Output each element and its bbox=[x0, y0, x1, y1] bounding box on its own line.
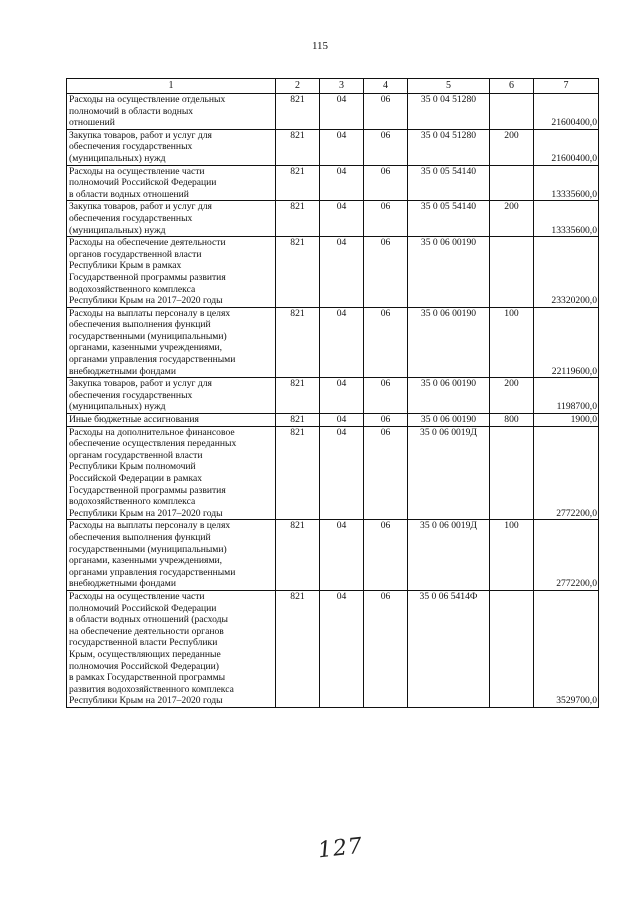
expense-name-line: органами управления государственными bbox=[69, 566, 236, 578]
expense-name-line: полномочий Российской Федерации bbox=[69, 177, 217, 189]
section-code: 04 bbox=[320, 94, 364, 130]
expense-name-line: внебюджетными фондами bbox=[69, 578, 176, 590]
column-header-5: 5 bbox=[408, 79, 490, 94]
table-row bbox=[67, 307, 599, 378]
expense-name-line: обеспечение осуществления переданных bbox=[69, 438, 237, 450]
section-code: 04 bbox=[320, 520, 364, 591]
column-header-3: 3 bbox=[320, 79, 364, 94]
expense-name-line: полномочия Российской Федерации) bbox=[69, 660, 219, 672]
expense-name-line: Государственной программы развития bbox=[69, 484, 226, 496]
expense-name-line: государственными (муниципальными) bbox=[69, 543, 227, 555]
table-row bbox=[67, 590, 599, 707]
amount: 1198700,0 bbox=[534, 378, 599, 414]
expense-name-line: внебюджетными фондами bbox=[69, 365, 176, 377]
expense-type-code bbox=[490, 426, 534, 520]
expense-name-line: обеспечения государственных bbox=[69, 389, 193, 401]
table-row bbox=[67, 426, 599, 520]
expense-name-line: Иные бюджетные ассигнования bbox=[69, 414, 199, 426]
expense-name bbox=[67, 378, 276, 414]
subsection-code: 06 bbox=[364, 237, 408, 308]
expense-name-line: отношений bbox=[69, 117, 115, 129]
expense-type-code bbox=[490, 165, 534, 201]
expense-type-code: 200 bbox=[490, 129, 534, 165]
target-article-code: 35 0 06 00190 bbox=[408, 378, 490, 414]
table-row bbox=[67, 237, 599, 308]
amount: 23320200,0 bbox=[534, 237, 599, 308]
section-code: 04 bbox=[320, 129, 364, 165]
target-article-code: 35 0 06 0019Д bbox=[408, 426, 490, 520]
section-code: 04 bbox=[320, 201, 364, 237]
subsection-code: 06 bbox=[364, 307, 408, 378]
table-row bbox=[67, 201, 599, 237]
expense-name-line: Расходы на обеспечение деятельности bbox=[69, 237, 226, 249]
ministry-code: 821 bbox=[276, 590, 320, 707]
target-article-code: 35 0 06 5414Ф bbox=[408, 590, 490, 707]
expense-name-line: органами, казенными учреждениями, bbox=[69, 342, 223, 354]
ministry-code: 821 bbox=[276, 426, 320, 520]
expense-name-line: Крым, осуществляющих переданные bbox=[69, 648, 221, 660]
expense-name bbox=[67, 129, 276, 165]
subsection-code: 06 bbox=[364, 94, 408, 130]
amount: 2772200,0 bbox=[534, 520, 599, 591]
ministry-code: 821 bbox=[276, 129, 320, 165]
subsection-code: 06 bbox=[364, 414, 408, 427]
ministry-code: 821 bbox=[276, 237, 320, 308]
ministry-code: 821 bbox=[276, 165, 320, 201]
section-code: 04 bbox=[320, 426, 364, 520]
expense-name bbox=[67, 426, 276, 520]
subsection-code: 06 bbox=[364, 520, 408, 591]
section-code: 04 bbox=[320, 378, 364, 414]
expense-name-line: на обеспечение деятельности органов bbox=[69, 625, 224, 637]
expense-name-line: органам государственной власти bbox=[69, 449, 203, 461]
subsection-code: 06 bbox=[364, 426, 408, 520]
amount: 1900,0 bbox=[534, 414, 599, 427]
expense-type-code bbox=[490, 237, 534, 308]
table-row bbox=[67, 129, 599, 165]
expense-name bbox=[67, 414, 276, 427]
expense-type-code: 800 bbox=[490, 414, 534, 427]
expense-name-line: в области водных отношений bbox=[69, 188, 189, 200]
expense-name bbox=[67, 201, 276, 237]
amount: 3529700,0 bbox=[534, 590, 599, 707]
table-header-row bbox=[67, 79, 599, 94]
expense-name-line: Расходы на выплаты персоналу в целях bbox=[69, 520, 231, 532]
section-code: 04 bbox=[320, 590, 364, 707]
ministry-code: 821 bbox=[276, 520, 320, 591]
expense-name-line: Расходы на осуществление отдельных bbox=[69, 94, 226, 105]
column-header-2: 2 bbox=[276, 79, 320, 94]
ministry-code: 821 bbox=[276, 414, 320, 427]
expense-name-line: обеспечения выполнения функций bbox=[69, 531, 211, 543]
expense-name-line: развития водохозяйственного комплекса bbox=[69, 683, 234, 695]
expense-type-code: 200 bbox=[490, 201, 534, 237]
amount: 22119600,0 bbox=[534, 307, 599, 378]
expense-name-line: Республики Крым на 2017–2020 годы bbox=[69, 507, 223, 519]
subsection-code: 06 bbox=[364, 590, 408, 707]
table-row bbox=[67, 94, 599, 130]
amount: 13335600,0 bbox=[534, 201, 599, 237]
expense-name-line: обеспечения выполнения функций bbox=[69, 319, 211, 331]
expense-name-line: Закупка товаров, работ и услуг для bbox=[69, 129, 212, 141]
expense-name-line: полномочий Российской Федерации bbox=[69, 602, 217, 614]
target-article-code: 35 0 05 54140 bbox=[408, 165, 490, 201]
expense-name-line: органами, казенными учреждениями, bbox=[69, 555, 223, 567]
expense-name-line: обеспечения государственных bbox=[69, 141, 193, 153]
subsection-code: 06 bbox=[364, 378, 408, 414]
expense-name-line: Республики Крым на 2017–2020 годы bbox=[69, 295, 223, 307]
expense-type-code: 100 bbox=[490, 307, 534, 378]
amount: 13335600,0 bbox=[534, 165, 599, 201]
column-header-1: 1 bbox=[67, 79, 276, 94]
expense-name bbox=[67, 307, 276, 378]
target-article-code: 35 0 04 51280 bbox=[408, 94, 490, 130]
subsection-code: 06 bbox=[364, 201, 408, 237]
expense-name-line: органов государственной власти bbox=[69, 248, 202, 260]
expense-type-code bbox=[490, 590, 534, 707]
table-row bbox=[67, 414, 599, 427]
expense-name-line: Российской Федерации в рамках bbox=[69, 473, 203, 484]
ministry-code: 821 bbox=[276, 201, 320, 237]
expense-name-line: водохозяйственного комплекса bbox=[69, 496, 196, 508]
amount: 2772200,0 bbox=[534, 426, 599, 520]
target-article-code: 35 0 04 51280 bbox=[408, 129, 490, 165]
expense-name-line: Государственной программы развития bbox=[69, 271, 226, 283]
expense-name bbox=[67, 520, 276, 591]
expense-name-line: полномочий в области водных bbox=[69, 105, 194, 117]
table-row bbox=[67, 520, 599, 591]
expense-name-line: (муниципальных) нужд bbox=[69, 401, 166, 413]
expense-type-code: 200 bbox=[490, 378, 534, 414]
amount: 21600400,0 bbox=[534, 129, 599, 165]
expense-name bbox=[67, 590, 276, 707]
expense-name-line: Расходы на дополнительное финансовое bbox=[69, 426, 235, 438]
column-header-6: 6 bbox=[490, 79, 534, 94]
expense-type-code bbox=[490, 94, 534, 130]
expense-type-code: 100 bbox=[490, 520, 534, 591]
target-article-code: 35 0 06 00190 bbox=[408, 414, 490, 427]
section-code: 04 bbox=[320, 307, 364, 378]
column-header-7: 7 bbox=[534, 79, 599, 94]
subsection-code: 06 bbox=[364, 165, 408, 201]
expense-name-line: государственной власти Республики bbox=[69, 637, 218, 649]
expense-name-line: Республики Крым на 2017–2020 годы bbox=[69, 695, 223, 707]
table-row bbox=[67, 378, 599, 414]
expense-name-line: обеспечения государственных bbox=[69, 212, 193, 224]
expense-name bbox=[67, 94, 276, 130]
ministry-code: 821 bbox=[276, 94, 320, 130]
target-article-code: 35 0 06 00190 bbox=[408, 307, 490, 378]
section-code: 04 bbox=[320, 165, 364, 201]
expense-name-line: (муниципальных) нужд bbox=[69, 152, 166, 164]
expense-name-line: в рамках Государственной программы bbox=[69, 672, 226, 684]
expense-name-line: Расходы на осуществление части bbox=[69, 165, 205, 177]
target-article-code: 35 0 06 0019Д bbox=[408, 520, 490, 591]
expense-name-line: Расходы на осуществление части bbox=[69, 590, 205, 602]
expense-name-line: Республики Крым в рамках bbox=[69, 260, 182, 272]
table-row bbox=[67, 165, 599, 201]
expense-name-line: Закупка товаров, работ и услуг для bbox=[69, 378, 212, 390]
subsection-code: 06 bbox=[364, 129, 408, 165]
expense-name bbox=[67, 165, 276, 201]
section-code: 04 bbox=[320, 414, 364, 427]
expense-name-line: Расходы на выплаты персоналу в целях bbox=[69, 307, 231, 319]
target-article-code: 35 0 05 54140 bbox=[408, 201, 490, 237]
expense-name-line: Закупка товаров, работ и услуг для bbox=[69, 201, 212, 213]
page-number: 115 bbox=[311, 40, 329, 52]
ministry-code: 821 bbox=[276, 378, 320, 414]
handwritten-page-number: 127 bbox=[316, 833, 365, 864]
expense-name-line: органами управления государственными bbox=[69, 354, 236, 366]
target-article-code: 35 0 06 00190 bbox=[408, 237, 490, 308]
expense-name-line: Республики Крым полномочий bbox=[69, 461, 196, 473]
section-code: 04 bbox=[320, 237, 364, 308]
expense-name-line: водохозяйственного комплекса bbox=[69, 283, 196, 295]
expense-name-line: государственными (муниципальными) bbox=[69, 330, 227, 342]
ministry-code: 821 bbox=[276, 307, 320, 378]
amount: 21600400,0 bbox=[534, 94, 599, 130]
expense-name-line: (муниципальных) нужд bbox=[69, 224, 166, 236]
expense-name-line: в области водных отношений (расходы bbox=[69, 614, 228, 626]
column-header-4: 4 bbox=[364, 79, 408, 94]
expense-name bbox=[67, 237, 276, 308]
budget-table bbox=[66, 78, 599, 708]
